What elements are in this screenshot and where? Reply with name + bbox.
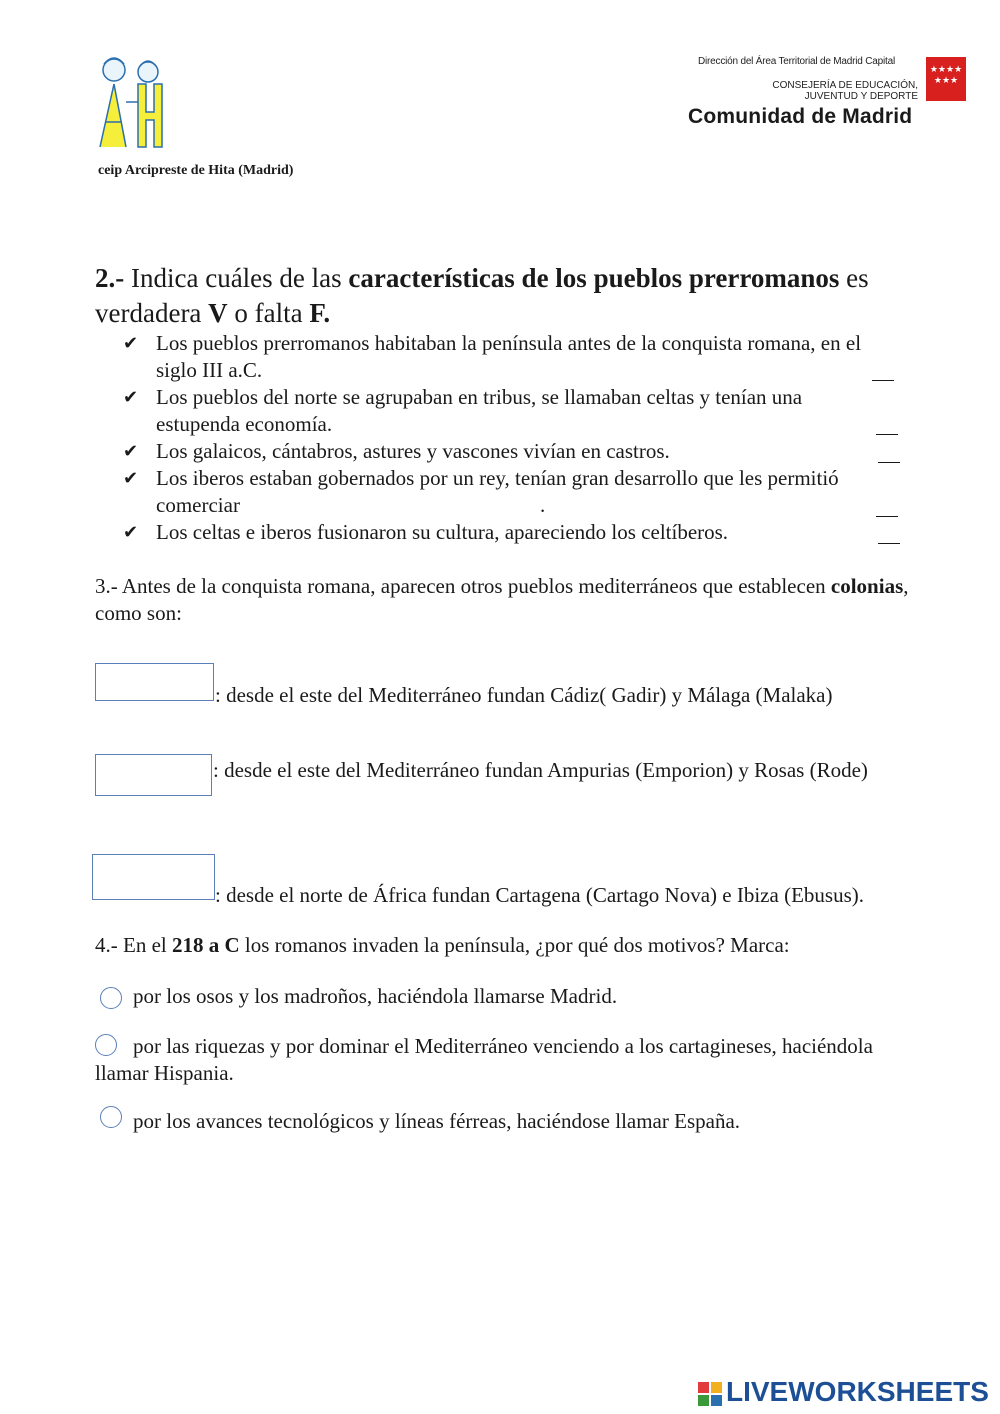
q2-item-text: Los celtas e iberos fusionaron su cultura, apareciendo los celtíberos. (156, 520, 729, 544)
q2-item-text: Los galaicos, cántabros, astures y vascones vivían en castros. (156, 439, 670, 463)
q2-item-text: Los pueblos del norte se agrupaban en tribus, se llamaban celtas y tenían una estupenda economía. (156, 385, 803, 436)
colony-answer-input[interactable] (92, 854, 215, 900)
q3-text-part: 3.- Antes de la conquista romana, aparecen otros pueblos mediterráneos que establecen (95, 574, 831, 598)
answer-blank[interactable] (876, 414, 898, 435)
cam-consejeria-line2: JUVENTUD Y DEPORTE (804, 91, 918, 102)
check-icon: ✔ (123, 468, 139, 489)
school-logo (92, 52, 172, 152)
q3-text-part: , como son: (95, 574, 909, 625)
school-name: ceip Arcipreste de Hita (Madrid) (98, 163, 294, 178)
comunidad-madrid-logo (688, 52, 968, 132)
q3-text (95, 573, 915, 627)
q2-title-text: Indica cuáles de las (124, 263, 349, 293)
liveworksheets-brand: LIVEWORKSHEETS (726, 1376, 989, 1407)
check-icon: ✔ (123, 441, 139, 462)
answer-blank[interactable] (878, 523, 900, 544)
liveworksheets-icon (698, 1382, 722, 1406)
check-icon: ✔ (123, 522, 139, 543)
option-text: por los avances tecnológicos y líneas férreas, haciéndose llamar España. (133, 1109, 741, 1133)
madrid-flag-icon: ★★★★ ★★★ (926, 57, 966, 101)
q4-text-bold: 218 a C (171, 933, 240, 957)
q4-text (95, 932, 790, 959)
q2-item-text: Los iberos estaban gobernados por un rey, tenían gran desarrollo que les permitió comerciar (156, 466, 839, 517)
q4-text-part: los romanos invaden la península, ¿por qué dos motivos? Marca: (239, 933, 790, 957)
option-radio[interactable] (100, 987, 122, 1009)
answer-blank[interactable] (876, 496, 898, 517)
q2-title-text: o falta (227, 298, 310, 328)
answer-blank[interactable] (872, 360, 894, 381)
check-icon: ✔ (123, 387, 139, 408)
option-radio[interactable] (100, 1106, 122, 1128)
colony-description: : desde el norte de África fundan Cartagena (Cartago Nova) e Ibiza (Ebusus). (215, 883, 864, 907)
cam-direccion-text: Dirección del Área Territorial de Madrid Capital (698, 56, 895, 67)
answer-blank[interactable] (878, 442, 900, 463)
option-text: por las riquezas y por dominar el Mediterráneo venciendo a los cartagineses, haciéndola llamar Hispania. (95, 1034, 873, 1085)
option-text: por los osos y los madroños, haciéndola llamarse Madrid. (133, 984, 618, 1008)
liveworksheets-logo (698, 1378, 998, 1414)
cam-name: Comunidad de Madrid (688, 105, 913, 128)
q2-number: 2.- (95, 263, 125, 293)
q2-title-text: es verdadera (95, 263, 869, 328)
colony-answer-input[interactable] (95, 754, 212, 796)
q2-item-dot: . (540, 493, 546, 517)
colony-answer-input[interactable] (95, 663, 214, 701)
q2-title-f: F. (309, 298, 331, 328)
colony-description: : desde el este del Mediterráneo fundan Cádiz( Gadir) y Málaga (Malaka) (215, 683, 833, 707)
q2-title (95, 261, 895, 331)
colony-description: : desde el este del Mediterráneo fundan Ampurias (Emporion) y Rosas (Rode) (213, 758, 868, 782)
q3-text-bold: colonias (830, 574, 904, 598)
cam-consejeria-line1: CONSEJERÍA DE EDUCACIÓN, (772, 80, 918, 91)
check-icon: ✔ (123, 333, 139, 354)
q2-title-v: V (208, 298, 228, 328)
q2-title-bold: características de los pueblos prerromanos (348, 263, 840, 293)
q4-text-part: 4.- En el (95, 933, 172, 957)
q2-item-text: Los pueblos prerromanos habitaban la península antes de la conquista romana, en el siglo III a.C. (156, 331, 862, 382)
